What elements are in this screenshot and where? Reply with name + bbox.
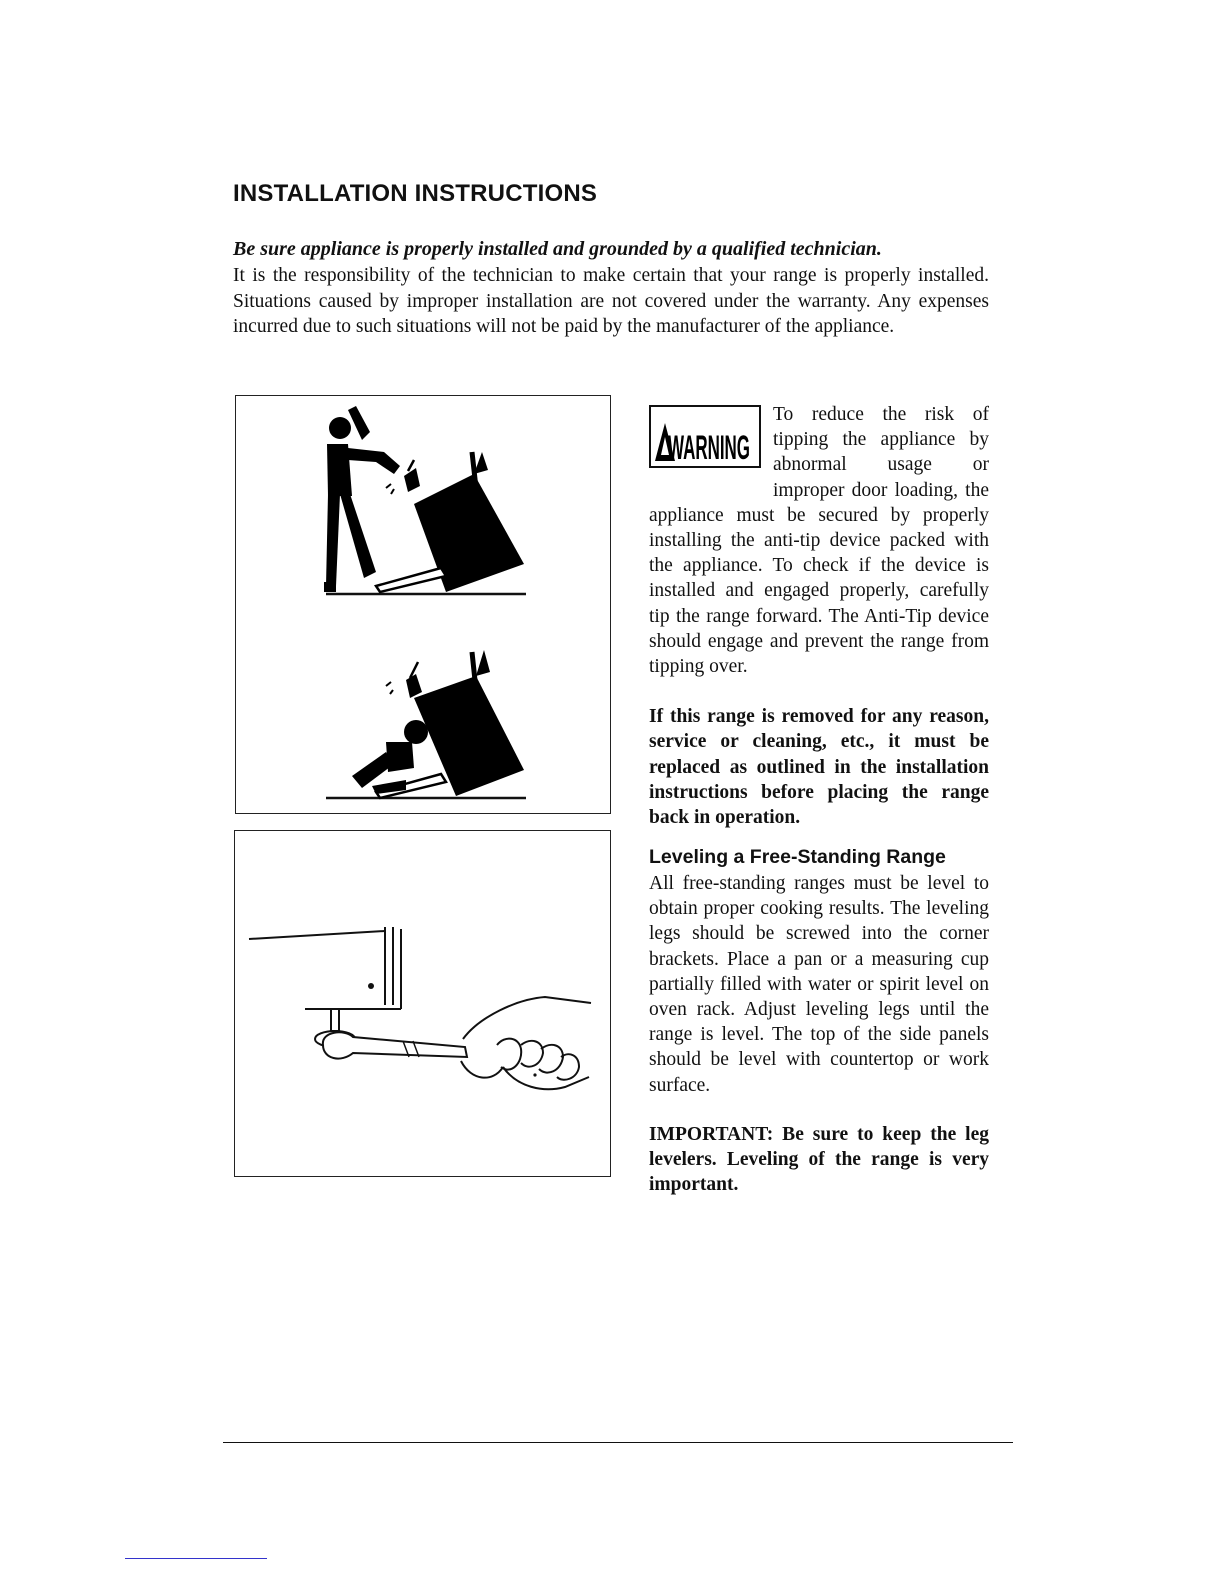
leveling-leg-figure — [234, 830, 611, 1177]
removal-note: If this range is removed for any reason, service or cleaning, etc., it must be replaced as outlined in the installation instructions before placing the range back in operation. — [649, 706, 989, 829]
leveling-leg-wrench-illustration-icon — [235, 831, 612, 1178]
intro-body: It is the responsibility of the technician to make certain that your range is properly installed. Situations caused by improper installation are not covered under the warranty. Any expenses incurred due to such situations will not be paid by the manufacturer of the appliance. — [233, 265, 989, 337]
footer-divider — [223, 1442, 1013, 1443]
corner-link-underline — [125, 1558, 267, 1559]
warning-text: To reduce the risk of tipping the appliance by abnormal usage or improper door loading, the appliance must be secured by properly installing the anti-tip device packed with the appliance. To check if the device is installed and engaged properly, carefully tip the range forward. The Anti-Tip device should engage and prevent the range from tipping over. — [649, 404, 989, 678]
page-title: INSTALLATION INSTRUCTIONS — [233, 180, 598, 207]
important-note: IMPORTANT: Be sure to keep the leg levelers. Leveling of the range is very important. — [649, 1124, 989, 1196]
leveling-heading: Leveling a Free-Standing Range — [649, 846, 946, 868]
leveling-body: All free-standing ranges must be level to obtain proper cooking results. The leveling legs should be screwed into the corner brackets. Place a pan or a measuring cup partially filled with water or spirit level on oven rack. Adjust leveling legs until the range is level. The top of the side panels should be level with countertop or work surface. — [649, 873, 989, 1096]
warning-column — [649, 402, 989, 830]
tipping-range-illustration-icon — [236, 396, 612, 815]
warning-badge-label: WARNING — [668, 429, 750, 467]
intro-lead: Be sure appliance is properly installed and grounded by a qualified technician. — [233, 238, 882, 260]
tipping-range-figure — [235, 395, 611, 814]
